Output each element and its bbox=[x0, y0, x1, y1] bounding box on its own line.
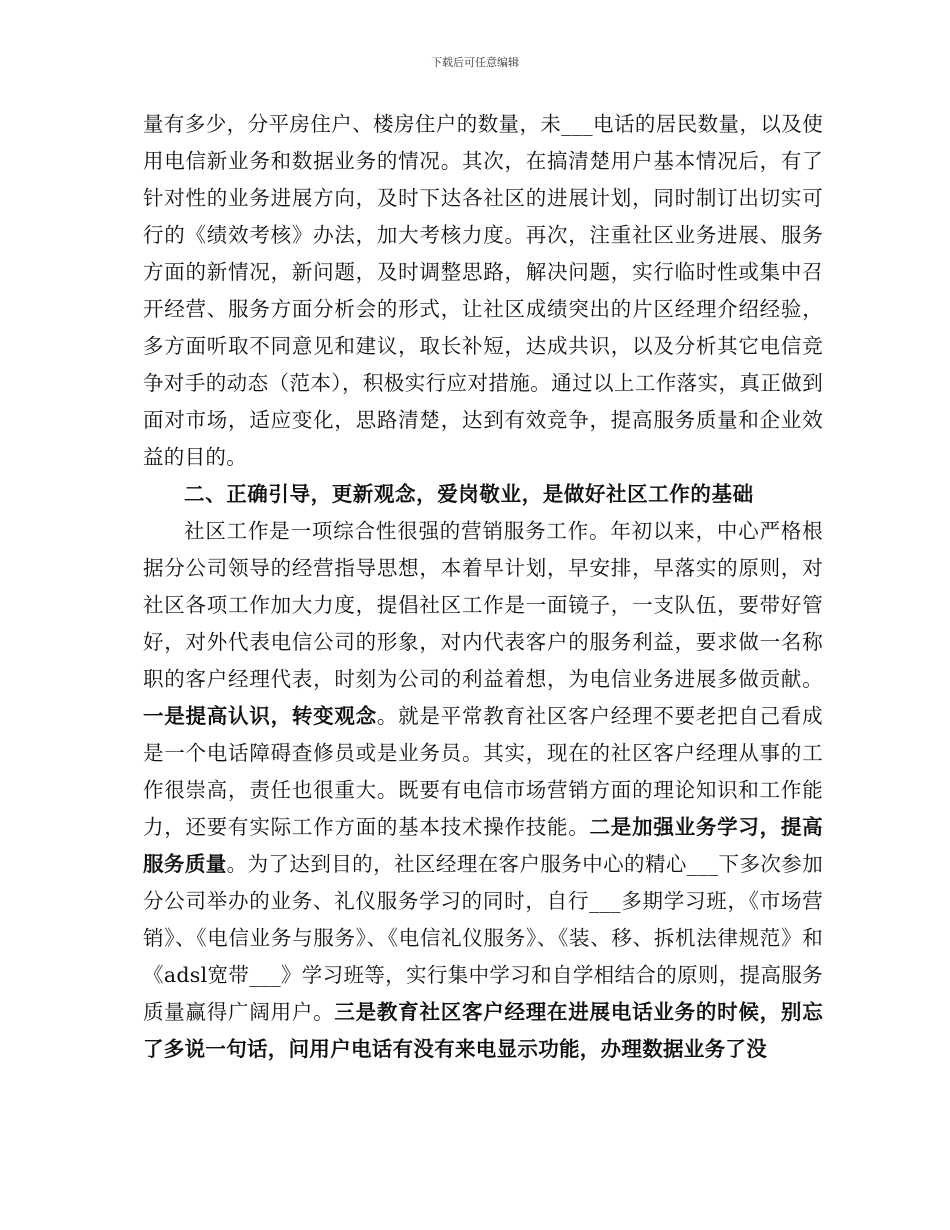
paragraph-2-text-3: 。为了达到目的，社区经理在客户服务中心的精心___下多次参加分公司举办的业务、礼仪服务学习的同时，自行___多期学习班，《市场营销》、《电信业务与服务》、《电信礼仪服务》、《装、移、拆机法律规范》和《adsl宽带___》学习班等，实行集中学习和自学相结合的原则，提高服务质量赢得广阔用户。 bbox=[143, 852, 824, 1024]
paragraph-2-text-1: 社区工作是一项综合性很强的营销服务工作。年初以来，中心严格根据分公司领导的经营指导思想，本着早计划，早安排，早落实的原则，对社区各项工作加大力度，提倡社区工作是一面镜子，一支队伍，要带好管好，对外代表电信公司的形象，对内代表客户的服务利益，要求做一名称职的客户经理代表，时刻为公司的利益着想，为电信业务进展多做贡献。 bbox=[143, 519, 823, 691]
paragraph-2-bold-3: 三是教育社区客户经理在进展电话业务的时候，别忘了多说一句话，问用户电话有没有来电显示功能，办理数据业务了没 bbox=[143, 1000, 824, 1061]
paragraph-2-bold-1: 一是提高认识，转变观念 bbox=[143, 704, 377, 728]
paragraph-1: 量有多少，分平房住户、楼房住户的数量，未___电话的居民数量，以及使用电信新业务和数据业务的情况。其次，在搞清楚用户基本情况后，有了针对性的业务进展方向，及时下达各社区的进展计划，同时制订出切实可行的《绩效考核》办法，加大考核力度。再次，注重社区业务进展、服务方面的新情况，新问题，及时调整思路，解决问题，实行临时性或集中召开经营、服务方面分析会的形式，让社区成绩突出的片区经理介绍经验，多方面听取不同意见和建议，取长补短，达成共识，以及分析其它电信竞争对手的动态（范本），积极实行应对措施。通过以上工作落实，真正做到面对市场，适应变化，思路清楚，达到有效竞争，提高服务质量和企业效益的目的。 bbox=[143, 112, 823, 469]
paragraph-2-bold-2: 二是加强业务学习，提高服务质量 bbox=[143, 815, 823, 876]
page-header: 下载后可任意编辑 bbox=[431, 56, 519, 69]
paragraph-2-text-2: 。就是平常教育社区客户经理不要老把自己看成是一个电话障碍查修员或是业务员。其实，现在的社区客户经理从事的工作很崇高，责任也很重大。既要有电信市场营销方面的理论知识和工作能力，还要有实际工作方面的基本技术操作技能。 bbox=[143, 704, 823, 839]
section-heading-2: 二、正确引导，更新观念，爱岗敬业，是做好社区工作的基础 bbox=[184, 482, 754, 506]
paragraph-2 bbox=[143, 513, 823, 1068]
document-body bbox=[143, 106, 823, 1068]
